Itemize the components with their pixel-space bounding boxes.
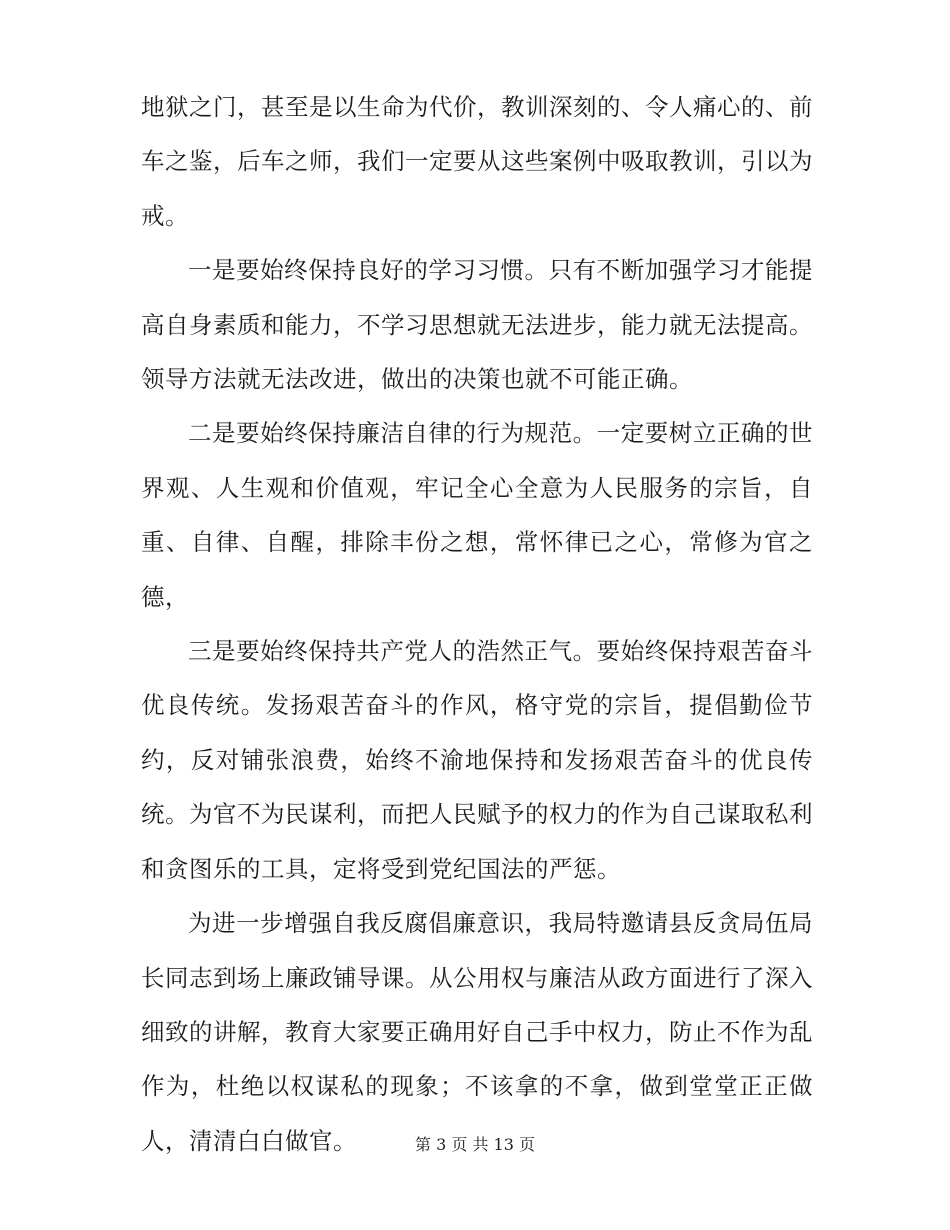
paragraph-lecture: 为进一步增强自我反腐倡廉意识，我局特邀请县反贪局伍局长同志到场上廉政铺导课。从公用权与廉洁从政方面进行了深入细致的讲解，教育大家要正确用好自己手中权力，防止不作为乱作为，杜绝以权谋私的现象；不该拿的不拿，做到堂堂正正做人，清清白白做官。: [141, 909, 813, 1155]
footer-suffix: 页: [519, 1135, 536, 1154]
footer-prefix: 第: [414, 1135, 431, 1154]
page-footer: [0, 1133, 950, 1157]
document-body: [141, 80, 813, 1168]
footer-middle: 页 共: [451, 1135, 489, 1154]
footer-current-page: 3: [436, 1135, 447, 1154]
paragraph-continuation: 地狱之门，甚至是以生命为代价，教训深刻的、令人痛心的、前车之鉴，后车之师，我们一定要从这些案例中吸取教训，引以为戒。: [141, 93, 813, 230]
paragraph-point-one: 一是要始终保持良好的学习习惯。只有不断加强学习才能提高自身素质和能力，不学习思想就无法进步，能力就无法提高。领导方法就无法改进，做出的决策也就不可能正确。: [141, 256, 813, 394]
paragraph-point-two: 二是要始终保持廉洁自律的行为规范。一定要树立正确的世界观、人生观和价值观，牢记全心全意为人民服务的宗旨，自重、自律、自醒，排除丰份之想，常怀律已之心，常修为官之德，: [141, 419, 813, 611]
footer-total-pages: 13: [493, 1135, 514, 1154]
paragraph-point-three: 三是要始终保持共产党人的浩然正气。要始终保持艰苦奋斗优良传统。发扬艰苦奋斗的作风，格守党的宗旨，提倡勤俭节约，反对铺张浪费，始终不渝地保持和发扬艰苦奋斗的优良传统。为官不为民谋利，而把人民赋予的权力的作为自己谋取私利和贪图乐的工具，定将受到党纪国法的严惩。: [141, 637, 813, 883]
